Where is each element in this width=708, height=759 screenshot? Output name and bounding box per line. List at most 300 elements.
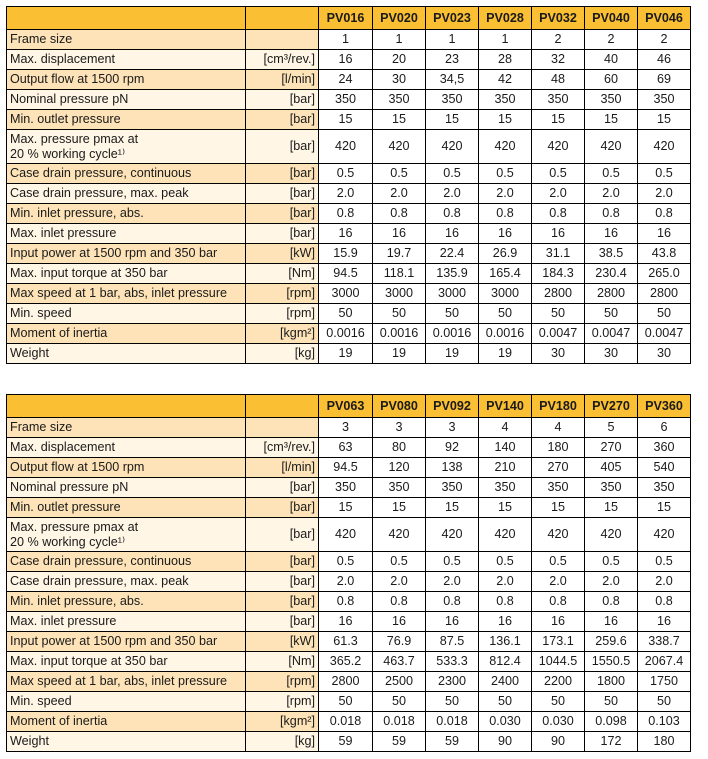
value-cell: 350: [319, 478, 373, 498]
value-cell: 180: [638, 732, 691, 752]
value-cell: 3000: [479, 284, 532, 304]
row-label-line2: 20 % working cycle¹⁾: [10, 534, 126, 549]
value-cell: 15: [426, 110, 479, 130]
value-cell: 16: [532, 224, 585, 244]
value-cell: 2500: [373, 672, 426, 692]
table-row: [7, 224, 691, 244]
value-cell: 2.0: [373, 572, 426, 592]
row-label: Max. inlet pressure: [7, 612, 246, 632]
value-cell: 350: [373, 478, 426, 498]
value-cell: 420: [319, 130, 373, 164]
row-unit: [246, 418, 319, 438]
model-header-pv032: PV032: [532, 7, 585, 30]
value-cell: 172: [585, 732, 638, 752]
value-cell: 350: [479, 478, 532, 498]
value-cell: 38.5: [585, 244, 638, 264]
value-cell: 26.9: [479, 244, 532, 264]
value-cell: 3000: [426, 284, 479, 304]
value-cell: 0.0047: [585, 324, 638, 344]
row-label: Min. speed: [7, 304, 246, 324]
value-cell: 59: [426, 732, 479, 752]
value-cell: 50: [426, 692, 479, 712]
row-label: Moment of inertia: [7, 712, 246, 732]
row-label: Max. displacement: [7, 438, 246, 458]
table-row: [7, 304, 691, 324]
value-cell: 90: [479, 732, 532, 752]
value-cell: 2200: [532, 672, 585, 692]
row-unit: [Nm]: [246, 264, 319, 284]
value-cell: 540: [638, 458, 691, 478]
row-unit: [rpm]: [246, 672, 319, 692]
row-unit: [kgm²]: [246, 712, 319, 732]
value-cell: 0.8: [319, 204, 373, 224]
row-label: Weight: [7, 732, 246, 752]
value-cell: 0.8: [638, 592, 691, 612]
value-cell: 0.5: [426, 552, 479, 572]
table-row: [7, 50, 691, 70]
value-cell: 15: [638, 498, 691, 518]
model-header-pv080: PV080: [373, 395, 426, 418]
value-cell: 0.103: [638, 712, 691, 732]
row-label: Weight: [7, 344, 246, 364]
value-cell: 2067.4: [638, 652, 691, 672]
value-cell: 50: [319, 304, 373, 324]
table-row: [7, 70, 691, 90]
table-row: [7, 90, 691, 110]
value-cell: 3000: [319, 284, 373, 304]
row-unit: [bar]: [246, 110, 319, 130]
value-cell: 15: [319, 498, 373, 518]
value-cell: 0.030: [532, 712, 585, 732]
value-cell: 3: [373, 418, 426, 438]
value-cell: 350: [319, 90, 373, 110]
value-cell: 2.0: [479, 184, 532, 204]
value-cell: 0.0016: [426, 324, 479, 344]
header-blank-cell: [7, 395, 246, 418]
row-unit: [cm³/rev.]: [246, 50, 319, 70]
value-cell: 2.0: [532, 572, 585, 592]
table-row: [7, 632, 691, 652]
value-cell: 0.5: [638, 552, 691, 572]
row-label-line1: Max. pressure pmax at: [10, 131, 139, 146]
value-cell: 15: [479, 110, 532, 130]
row-unit: [bar]: [246, 164, 319, 184]
value-cell: 63: [319, 438, 373, 458]
value-cell: 30: [585, 344, 638, 364]
table-row: [7, 592, 691, 612]
value-cell: 32: [532, 50, 585, 70]
row-unit: [bar]: [246, 518, 319, 552]
row-label: [7, 130, 246, 164]
value-cell: 59: [319, 732, 373, 752]
value-cell: 3000: [373, 284, 426, 304]
row-unit: [bar]: [246, 498, 319, 518]
value-cell: 4: [479, 418, 532, 438]
value-cell: 420: [532, 130, 585, 164]
value-cell: 350: [638, 90, 691, 110]
value-cell: 2.0: [319, 184, 373, 204]
value-cell: 360: [638, 438, 691, 458]
value-cell: 420: [373, 518, 426, 552]
row-unit: [kW]: [246, 632, 319, 652]
header-row: [7, 7, 691, 30]
value-cell: 15: [479, 498, 532, 518]
row-unit: [rpm]: [246, 692, 319, 712]
row-label: Min. outlet pressure: [7, 110, 246, 130]
row-unit: [bar]: [246, 224, 319, 244]
value-cell: 420: [585, 130, 638, 164]
table-row: [7, 672, 691, 692]
value-cell: 2800: [638, 284, 691, 304]
value-cell: 0.8: [532, 592, 585, 612]
value-cell: 420: [638, 518, 691, 552]
value-cell: 43.8: [638, 244, 691, 264]
value-cell: 0.8: [585, 204, 638, 224]
value-cell: 1550.5: [585, 652, 638, 672]
value-cell: 0.8: [638, 204, 691, 224]
header-blank-cell: [7, 7, 246, 30]
value-cell: 118.1: [373, 264, 426, 284]
value-cell: 15: [426, 498, 479, 518]
value-cell: 0.098: [585, 712, 638, 732]
value-cell: 0.5: [319, 552, 373, 572]
value-cell: 15: [638, 110, 691, 130]
value-cell: 30: [638, 344, 691, 364]
value-cell: 1800: [585, 672, 638, 692]
value-cell: 230.4: [585, 264, 638, 284]
value-cell: 350: [585, 478, 638, 498]
value-cell: 16: [319, 224, 373, 244]
value-cell: 0.5: [319, 164, 373, 184]
table-row: [7, 244, 691, 264]
value-cell: 42: [479, 70, 532, 90]
value-cell: 50: [373, 304, 426, 324]
value-cell: 20: [373, 50, 426, 70]
row-unit: [cm³/rev.]: [246, 438, 319, 458]
value-cell: 34,5: [426, 70, 479, 90]
value-cell: 420: [426, 518, 479, 552]
row-label-line2: 20 % working cycle¹⁾: [10, 146, 126, 161]
value-cell: 50: [479, 304, 532, 324]
model-header-pv140: PV140: [479, 395, 532, 418]
row-label: Min. speed: [7, 692, 246, 712]
model-header-pv360: PV360: [638, 395, 691, 418]
row-label: Max. displacement: [7, 50, 246, 70]
model-header-pv023: PV023: [426, 7, 479, 30]
value-cell: 0.8: [479, 592, 532, 612]
value-cell: 165.4: [479, 264, 532, 284]
value-cell: 0.5: [638, 164, 691, 184]
value-cell: 0.5: [373, 164, 426, 184]
value-cell: 2: [638, 30, 691, 50]
model-header-pv040: PV040: [585, 7, 638, 30]
value-cell: 420: [638, 130, 691, 164]
row-unit: [rpm]: [246, 284, 319, 304]
model-header-pv180: PV180: [532, 395, 585, 418]
value-cell: 16: [373, 612, 426, 632]
value-cell: 350: [479, 90, 532, 110]
value-cell: 259.6: [585, 632, 638, 652]
value-cell: 350: [426, 90, 479, 110]
table-row: [7, 552, 691, 572]
value-cell: 15: [532, 110, 585, 130]
table-row: [7, 612, 691, 632]
table-row: [7, 30, 691, 50]
value-cell: 2.0: [319, 572, 373, 592]
value-cell: 15: [585, 110, 638, 130]
spec-table-large-frames: [6, 394, 691, 752]
table-row: [7, 458, 691, 478]
header-row: [7, 395, 691, 418]
row-unit: [bar]: [246, 90, 319, 110]
value-cell: 16: [426, 224, 479, 244]
value-cell: 90: [532, 732, 585, 752]
value-cell: 0.0047: [638, 324, 691, 344]
row-label: Case drain pressure, continuous: [7, 164, 246, 184]
value-cell: 2.0: [638, 572, 691, 592]
model-header-pv063: PV063: [319, 395, 373, 418]
value-cell: 80: [373, 438, 426, 458]
value-cell: 0.0047: [532, 324, 585, 344]
value-cell: 533.3: [426, 652, 479, 672]
row-unit: [rpm]: [246, 304, 319, 324]
value-cell: 16: [638, 224, 691, 244]
table-row: [7, 324, 691, 344]
table-row: [7, 572, 691, 592]
row-label: Max. input torque at 350 bar: [7, 652, 246, 672]
value-cell: 0.8: [373, 592, 426, 612]
table-row: [7, 418, 691, 438]
value-cell: 420: [479, 518, 532, 552]
table-row: [7, 478, 691, 498]
value-cell: 350: [532, 90, 585, 110]
value-cell: 135.9: [426, 264, 479, 284]
value-cell: 59: [373, 732, 426, 752]
row-label: Frame size: [7, 30, 246, 50]
table-row: [7, 284, 691, 304]
model-header-pv028: PV028: [479, 7, 532, 30]
value-cell: 0.0016: [373, 324, 426, 344]
row-label: Max. inlet pressure: [7, 224, 246, 244]
model-header-pv016: PV016: [319, 7, 373, 30]
row-label: Max. input torque at 350 bar: [7, 264, 246, 284]
value-cell: 94.5: [319, 264, 373, 284]
value-cell: 338.7: [638, 632, 691, 652]
value-cell: 2.0: [585, 572, 638, 592]
value-cell: 19: [479, 344, 532, 364]
value-cell: 173.1: [532, 632, 585, 652]
table-row: [7, 438, 691, 458]
value-cell: 0.0016: [319, 324, 373, 344]
value-cell: 31.1: [532, 244, 585, 264]
value-cell: 16: [532, 612, 585, 632]
row-label: Moment of inertia: [7, 324, 246, 344]
value-cell: 350: [638, 478, 691, 498]
value-cell: 30: [532, 344, 585, 364]
value-cell: 0.5: [479, 164, 532, 184]
value-cell: 50: [638, 304, 691, 324]
value-cell: 420: [479, 130, 532, 164]
table-row: [7, 518, 691, 552]
model-header-pv092: PV092: [426, 395, 479, 418]
value-cell: 136.1: [479, 632, 532, 652]
value-cell: 184.3: [532, 264, 585, 284]
value-cell: 19.7: [373, 244, 426, 264]
value-cell: 3: [426, 418, 479, 438]
value-cell: 138: [426, 458, 479, 478]
value-cell: 15: [373, 110, 426, 130]
row-unit: [bar]: [246, 572, 319, 592]
value-cell: 5: [585, 418, 638, 438]
value-cell: 0.5: [426, 164, 479, 184]
row-unit: [l/min]: [246, 458, 319, 478]
value-cell: 0.5: [585, 164, 638, 184]
table-row: [7, 130, 691, 164]
row-unit: [kg]: [246, 732, 319, 752]
value-cell: 0.018: [426, 712, 479, 732]
value-cell: 2.0: [532, 184, 585, 204]
value-cell: 50: [585, 304, 638, 324]
value-cell: 365.2: [319, 652, 373, 672]
value-cell: 19: [319, 344, 373, 364]
value-cell: 16: [479, 612, 532, 632]
value-cell: 50: [319, 692, 373, 712]
row-label: Input power at 1500 rpm and 350 bar: [7, 244, 246, 264]
value-cell: 46: [638, 50, 691, 70]
value-cell: 350: [426, 478, 479, 498]
value-cell: 350: [373, 90, 426, 110]
row-label: Min. inlet pressure, abs.: [7, 592, 246, 612]
row-label-line1: Max. pressure pmax at: [10, 519, 139, 534]
header-unit-cell: [246, 395, 319, 418]
value-cell: 15: [585, 498, 638, 518]
table-row: [7, 204, 691, 224]
value-cell: 40: [585, 50, 638, 70]
row-label: Output flow at 1500 rpm: [7, 458, 246, 478]
value-cell: 50: [426, 304, 479, 324]
value-cell: 76.9: [373, 632, 426, 652]
table-row: [7, 184, 691, 204]
value-cell: 420: [319, 518, 373, 552]
value-cell: 2800: [585, 284, 638, 304]
row-label: Frame size: [7, 418, 246, 438]
value-cell: 16: [373, 224, 426, 244]
value-cell: 0.5: [532, 164, 585, 184]
value-cell: 420: [585, 518, 638, 552]
value-cell: 0.8: [426, 592, 479, 612]
value-cell: 50: [585, 692, 638, 712]
row-unit: [kg]: [246, 344, 319, 364]
table-row: [7, 498, 691, 518]
model-header-pv046: PV046: [638, 7, 691, 30]
value-cell: 0.030: [479, 712, 532, 732]
value-cell: 0.8: [479, 204, 532, 224]
value-cell: 92: [426, 438, 479, 458]
table-row: [7, 732, 691, 752]
value-cell: 140: [479, 438, 532, 458]
value-cell: 48: [532, 70, 585, 90]
row-label: Nominal pressure pN: [7, 478, 246, 498]
row-unit: [l/min]: [246, 70, 319, 90]
row-label: Case drain pressure, max. peak: [7, 184, 246, 204]
value-cell: 60: [585, 70, 638, 90]
value-cell: 15: [373, 498, 426, 518]
value-cell: 0.018: [319, 712, 373, 732]
value-cell: 16: [585, 612, 638, 632]
value-cell: 69: [638, 70, 691, 90]
value-cell: 15: [532, 498, 585, 518]
value-cell: 1: [479, 30, 532, 50]
value-cell: 19: [426, 344, 479, 364]
value-cell: 2: [585, 30, 638, 50]
row-label: Case drain pressure, max. peak: [7, 572, 246, 592]
table-row: [7, 264, 691, 284]
value-cell: 1: [319, 30, 373, 50]
value-cell: 350: [532, 478, 585, 498]
row-unit: [kgm²]: [246, 324, 319, 344]
value-cell: 16: [319, 50, 373, 70]
value-cell: 50: [373, 692, 426, 712]
row-unit: [Nm]: [246, 652, 319, 672]
value-cell: 94.5: [319, 458, 373, 478]
value-cell: 23: [426, 50, 479, 70]
value-cell: 16: [479, 224, 532, 244]
value-cell: 50: [532, 692, 585, 712]
value-cell: 19: [373, 344, 426, 364]
row-unit: [bar]: [246, 130, 319, 164]
row-label: Nominal pressure pN: [7, 90, 246, 110]
value-cell: 2.0: [426, 572, 479, 592]
value-cell: 87.5: [426, 632, 479, 652]
row-label: Min. outlet pressure: [7, 498, 246, 518]
value-cell: 0.8: [373, 204, 426, 224]
row-unit: [bar]: [246, 204, 319, 224]
value-cell: 0.5: [585, 552, 638, 572]
value-cell: 22.4: [426, 244, 479, 264]
row-label: Input power at 1500 rpm and 350 bar: [7, 632, 246, 652]
value-cell: 405: [585, 458, 638, 478]
model-header-pv270: PV270: [585, 395, 638, 418]
row-unit: [kW]: [246, 244, 319, 264]
value-cell: 1: [373, 30, 426, 50]
value-cell: 0.018: [373, 712, 426, 732]
value-cell: 15.9: [319, 244, 373, 264]
row-label: Min. inlet pressure, abs.: [7, 204, 246, 224]
row-label: Max speed at 1 bar, abs, inlet pressure: [7, 284, 246, 304]
row-unit: [bar]: [246, 612, 319, 632]
value-cell: 2.0: [426, 184, 479, 204]
value-cell: 4: [532, 418, 585, 438]
value-cell: 265.0: [638, 264, 691, 284]
value-cell: 2300: [426, 672, 479, 692]
value-cell: 420: [426, 130, 479, 164]
table-row: [7, 164, 691, 184]
table-row: [7, 652, 691, 672]
value-cell: 0.8: [585, 592, 638, 612]
value-cell: 420: [532, 518, 585, 552]
value-cell: 120: [373, 458, 426, 478]
table-row: [7, 344, 691, 364]
row-unit: [246, 30, 319, 50]
value-cell: 16: [585, 224, 638, 244]
value-cell: 2800: [319, 672, 373, 692]
value-cell: 0.8: [319, 592, 373, 612]
value-cell: 3: [319, 418, 373, 438]
row-label: Output flow at 1500 rpm: [7, 70, 246, 90]
value-cell: 270: [585, 438, 638, 458]
value-cell: 2800: [532, 284, 585, 304]
value-cell: 1: [426, 30, 479, 50]
